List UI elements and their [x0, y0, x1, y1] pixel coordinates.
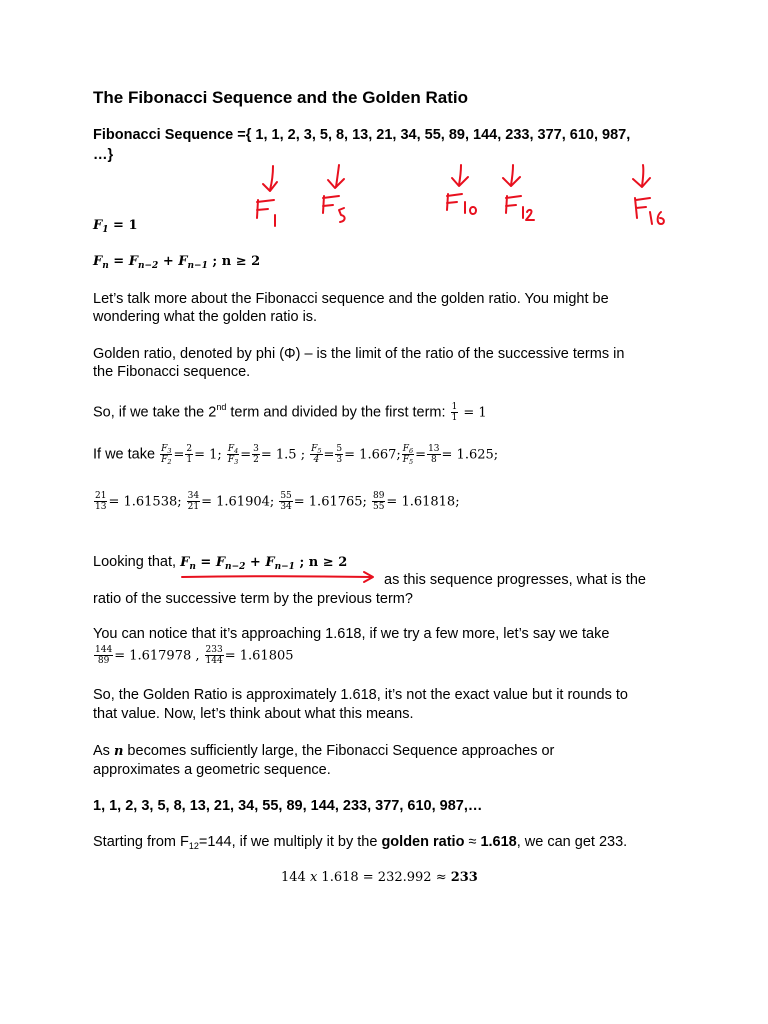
- golden-line2: that value. Now, let’s think about what this means.: [93, 706, 414, 722]
- final-result: 233: [450, 870, 478, 885]
- ratio-value-3: = 1.667;: [344, 447, 401, 463]
- rec-sub-n: n: [102, 261, 109, 271]
- fraction-5-3: $\frac{5}{3}$: [336, 444, 343, 465]
- ratio-value-bold: 1.618: [480, 834, 517, 850]
- ratios-line-2: [93, 491, 460, 512]
- f1-symbol: F: [93, 218, 103, 233]
- final-equation: [281, 870, 478, 885]
- ratio-value-5: = 1.61538;: [108, 494, 182, 510]
- approx-sign: ≈: [464, 834, 481, 850]
- fraction-233-144: $\frac{233}{144}$: [205, 645, 223, 666]
- ratio-value-1: = 1;: [194, 447, 222, 463]
- para1-line2: wondering what the golden ratio is.: [93, 309, 318, 325]
- notice-line2: [93, 645, 294, 666]
- final-part-a: 144: [281, 870, 310, 885]
- start-part-b: =144, if we multiply it by the: [198, 834, 382, 850]
- para2-line2: the Fibonacci sequence.: [93, 364, 251, 380]
- arrow-f12: [503, 165, 534, 220]
- rec-sub-n1: n−1: [187, 261, 208, 271]
- as-label: As: [93, 743, 110, 759]
- progress-tail: as this sequence progresses, what is the: [384, 572, 646, 588]
- fraction-F4-F3: $\frac{F_4}{F_3}$: [227, 444, 239, 466]
- fraction-55-34: $\frac{55}{34}$: [280, 491, 292, 512]
- ratio-value-6: = 1.61904;: [201, 494, 275, 510]
- para3-part-a: So, if we take the 2: [93, 404, 217, 421]
- arrow-f16: [633, 165, 664, 224]
- sequence-values: 1, 1, 2, 3, 5, 8, 13, 21, 34, 55, 89, 144, 233, 377, 610, 987,: [255, 127, 631, 143]
- fraction-21-13: $\frac{21}{13}$: [95, 491, 107, 512]
- sequence-label: Fibonacci Sequence ={: [93, 127, 252, 143]
- arrow-f10: [447, 165, 476, 214]
- para1-line1: Let’s talk more about the Fibonacci sequence and the golden ratio. You might be: [93, 291, 609, 307]
- sequence-line-1: [93, 126, 630, 145]
- ratios-line-1: If we take $\frac{F_3}{F_2}$ = $\frac{2}{1}$ = 1; $\frac{F_4}{F_3}$ = $\frac{3}{2}$ = 1.5 ; $\frac{F_5}{4}$ = $\frac{5}{3}$ = 1.667; $\frac{F_6}{F_5}$ = $\frac{13}{8}$ = 1.625;: [93, 444, 499, 466]
- sequence-repeat: 1, 1, 2, 3, 5, 8, 13, 21, 34, 55, 89, 144, 233, 377, 610, 987,…: [93, 798, 483, 814]
- progress-line2: ratio of the successive term by the previous term?: [93, 591, 413, 607]
- f1-subscript: 1: [102, 225, 109, 235]
- fraction-3-2: $\frac{3}{2}$: [253, 444, 259, 465]
- as-n-line2: approximates a geometric sequence.: [93, 762, 331, 778]
- iftake-label: If we take: [93, 446, 156, 463]
- arrow-f5: [323, 165, 345, 222]
- start-part-c: , we can get 233.: [516, 834, 628, 850]
- fraction-13-8: $\frac{13}{8}$: [428, 444, 440, 465]
- final-x: x: [309, 870, 318, 885]
- looking-label: Looking that,: [93, 554, 177, 570]
- notice-line1: You can notice that it’s approaching 1.618, if we try a few more, let’s say we take: [93, 626, 610, 642]
- fraction-F6-F5: $\frac{F_6}{F_5}$: [402, 444, 414, 466]
- fraction-34-21: $\frac{34}{21}$: [187, 491, 200, 512]
- fraction-F3-F2: $\frac{F_3}{F_2}$: [161, 444, 172, 466]
- para3-part-b: term and divided by the first term:: [226, 404, 446, 421]
- arrow-f1: [257, 166, 277, 226]
- fraction-F5-4: $\frac{F_5}{4}$: [311, 444, 322, 465]
- handwritten-annotations: [240, 160, 680, 240]
- fraction-1-1: $\frac{1}{1}$: [451, 402, 458, 423]
- ratio-value-7: = 1.61765;: [293, 494, 367, 510]
- golden-line1: So, the Golden Ratio is approximately 1.618, it’s not the exact value but it rounds to: [93, 687, 628, 703]
- as-n-line1: [93, 742, 554, 761]
- para3-result: = 1: [463, 405, 487, 421]
- ratio-value-2: = 1.5 ;: [260, 447, 306, 463]
- f1-value: = 1: [108, 218, 138, 233]
- start-part-a: Starting from F: [93, 834, 189, 850]
- as-n-text: becomes sufficiently large, the Fibonacci Sequence approaches or: [123, 743, 555, 759]
- sequence-end: …}: [93, 147, 114, 163]
- rec-sub-n2: n−2: [137, 261, 159, 271]
- n-symbol: n: [113, 744, 124, 759]
- fraction-144-89: $\frac{144}{89}$: [95, 645, 113, 666]
- starting-line: [93, 833, 627, 853]
- looking-formula: $F_n = F_{n-2} + F_{n-1}$ ; n ≥ 2: [180, 555, 348, 572]
- recurrence-formula: $F_n = F_{n-2} + F_{n-1}$ ; n ≥ 2: [93, 254, 261, 271]
- start-subscript: 12: [188, 841, 199, 851]
- definition-f1: [93, 218, 138, 233]
- final-part-b: 1.618 = 232.992 ≈: [317, 870, 451, 885]
- fraction-89-55: $\frac{89}{55}$: [372, 491, 385, 512]
- rec-condition: ; n ≥ 2: [207, 254, 261, 269]
- ratio-value-8: = 1.61818;: [386, 494, 460, 510]
- para3-line: [93, 402, 487, 423]
- para3-sup: nd: [216, 402, 227, 413]
- notice-value-1: = 1.617978 ,: [114, 648, 200, 664]
- golden-ratio-bold: golden ratio: [381, 834, 465, 850]
- page-title: The Fibonacci Sequence and the Golden Ratio: [93, 88, 468, 107]
- fraction-2-1: $\frac{2}{1}$: [186, 444, 193, 465]
- ratio-value-4: = 1.625;: [441, 447, 499, 463]
- para2-line1: Golden ratio, denoted by phi (Φ) – is the limit of the ratio of the successive terms in: [93, 346, 625, 362]
- notice-value-2: = 1.61805: [224, 648, 294, 664]
- red-arrow-underline: [180, 570, 380, 584]
